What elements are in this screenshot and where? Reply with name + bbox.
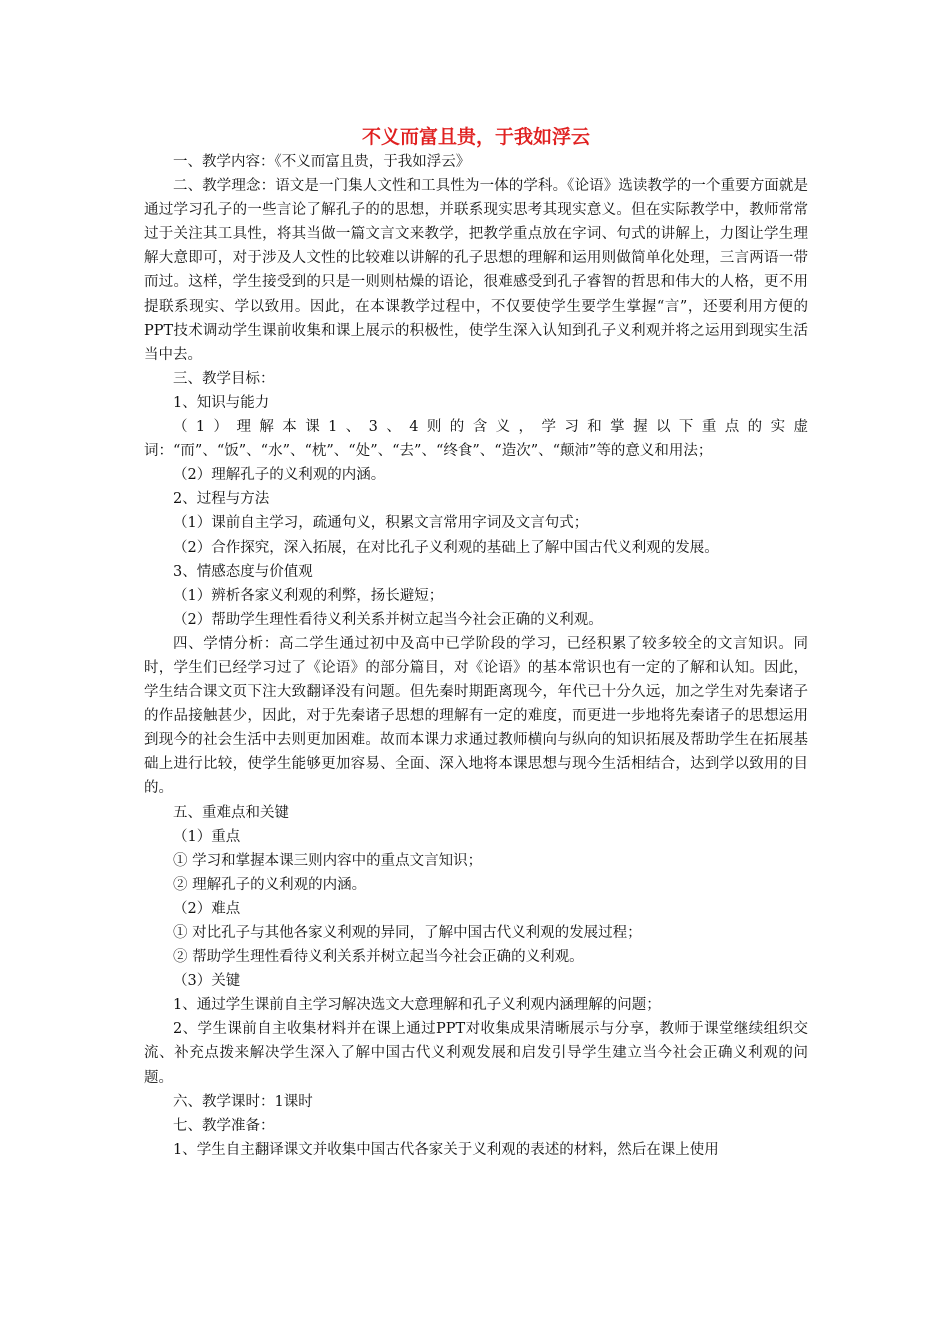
goal-values-heading: 3、情感态度与价值观 [173,563,313,580]
key-point-item-2: ② 理解孔子的义利观的内涵。 [173,876,367,893]
key-factor-item-2: 2、学生课前自主收集材料并在课上通过PPT对收集成果清晰展示与分享，教师于课堂继续组织交流、补充点拨来解决学生深入了解中国古代义利观发展和启发引导学生建立当今社会正确义利观的问题。 [144,1021,808,1086]
document-title: 不义而富且贵，于我如浮云 [361,126,590,148]
difficulty-item-2: ② 帮助学生理性看待义利关系并树立起当今社会正确的义利观。 [173,949,584,966]
section-teaching-philosophy: 二、教学理念：语文是一门集人文性和工具性为一体的学科。《论语》选读教学的一个重要方面就是通过学习孔子的一些言论了解孔子的的思想，并联系现实思考其现实意义。但在实际教学中，教师常常过于关注其工具性，将其当做一篇文言文来教学，把教学重点放在字词、句式的讲解上，力图让学生理解大意即可，对于涉及人文性的比较难以讲解的孔子思想的理解和运用则做简单化处理，三言两语一带而过。这样，学生接受到的只是一则则枯燥的语论，很难感受到孔子睿智的哲思和伟大的人格，更不用提联系现实、学以致用。因此，在本课教学过程中，不仅要使学生要学生掌握“言”，还要利用方便的PPT技术调动学生课前收集和课上展示的积极性，使学生深入认知到孔子义利观并将之运用到现实生活当中去。 [144,178,808,363]
section-teaching-content: 一、教学内容：《不义而富且贵，于我如浮云》 [173,154,471,170]
difficulty-item-1: ① 对比孔子与其他各家义利观的异同，了解中国古代义利观的发展过程； [173,925,642,941]
goal-process-heading: 2、过程与方法 [173,491,270,508]
goal-knowledge-heading: 1、知识与能力 [173,394,270,411]
section-key-points: 五、重难点和关键 [173,804,289,821]
key-factor-item-1: 1、通过学生课前自主学习解决选文大意理解和孔子义利观内涵理解的问题； [173,997,661,1014]
goal-values-item-2: （2）帮助学生理性看待义利关系并树立起当今社会正确的义利观。 [173,611,603,628]
preparation-item-1: 1、学生自主翻译课文并收集中国古代各家关于义利观的表述的材料，然后在课上使用 [173,1141,719,1158]
goal-knowledge-item-1: （1）理解本课1、3、4则的含义，学习和掌握以下重点的实虚词：“而”、“饭”、“水”、“枕”、“处”、“去”、“终食”、“造次”、“颠沛”等的意义和用法； [144,419,808,460]
section-student-analysis: 四、学情分析：高二学生通过初中及高中已学阶段的学习，已经积累了较多较全的文言知识。同时，学生们已经学习过了《论语》的部分篇目，对《论语》的基本常识也有一定的了解和认知。因此，学生结合课文页下注大致翻译没有问题。但先秦时期距离现今，年代已十分久远，加之学生对先秦诸子的作品接触甚少，因此，对于先秦诸子思想的理解有一定的难度，而更进一步地将先秦诸子的思想运用到现今的社会生活中去则更加困难。故而本课力求通过教师横向与纵向的知识拓展及帮助学生在拓展基础上进行比较，使学生能够更加容易、全面、深入地将本课思想与现今生活相结合，达到学以致用的目的。 [144,635,808,797]
goal-process-item-1: （1）课前自主学习，疏通句义，积累文言常用字词及文言句式； [173,515,589,532]
goal-process-item-2: （2）合作探究，深入拓展，在对比孔子义利观的基础上了解中国古代义利观的发展。 [173,539,719,556]
goal-values-item-1: （1）辨析各家义利观的利弊，扬长避短； [173,587,444,604]
difficulties-heading: （2）难点 [173,900,241,917]
key-factor-heading: （3）关键 [173,973,241,990]
key-points-heading: （1）重点 [173,828,241,845]
key-point-item-1: ① 学习和掌握本课三则内容中的重点文言知识； [173,852,483,869]
document-body [144,124,808,1162]
section-preparation: 七、教学准备： [173,1117,275,1134]
goal-knowledge-item-2: （2）理解孔子的义利观的内涵。 [173,467,386,484]
section-teaching-goals: 三、教学目标： [173,370,275,387]
section-class-hours: 六、教学课时：1课时 [173,1093,313,1110]
